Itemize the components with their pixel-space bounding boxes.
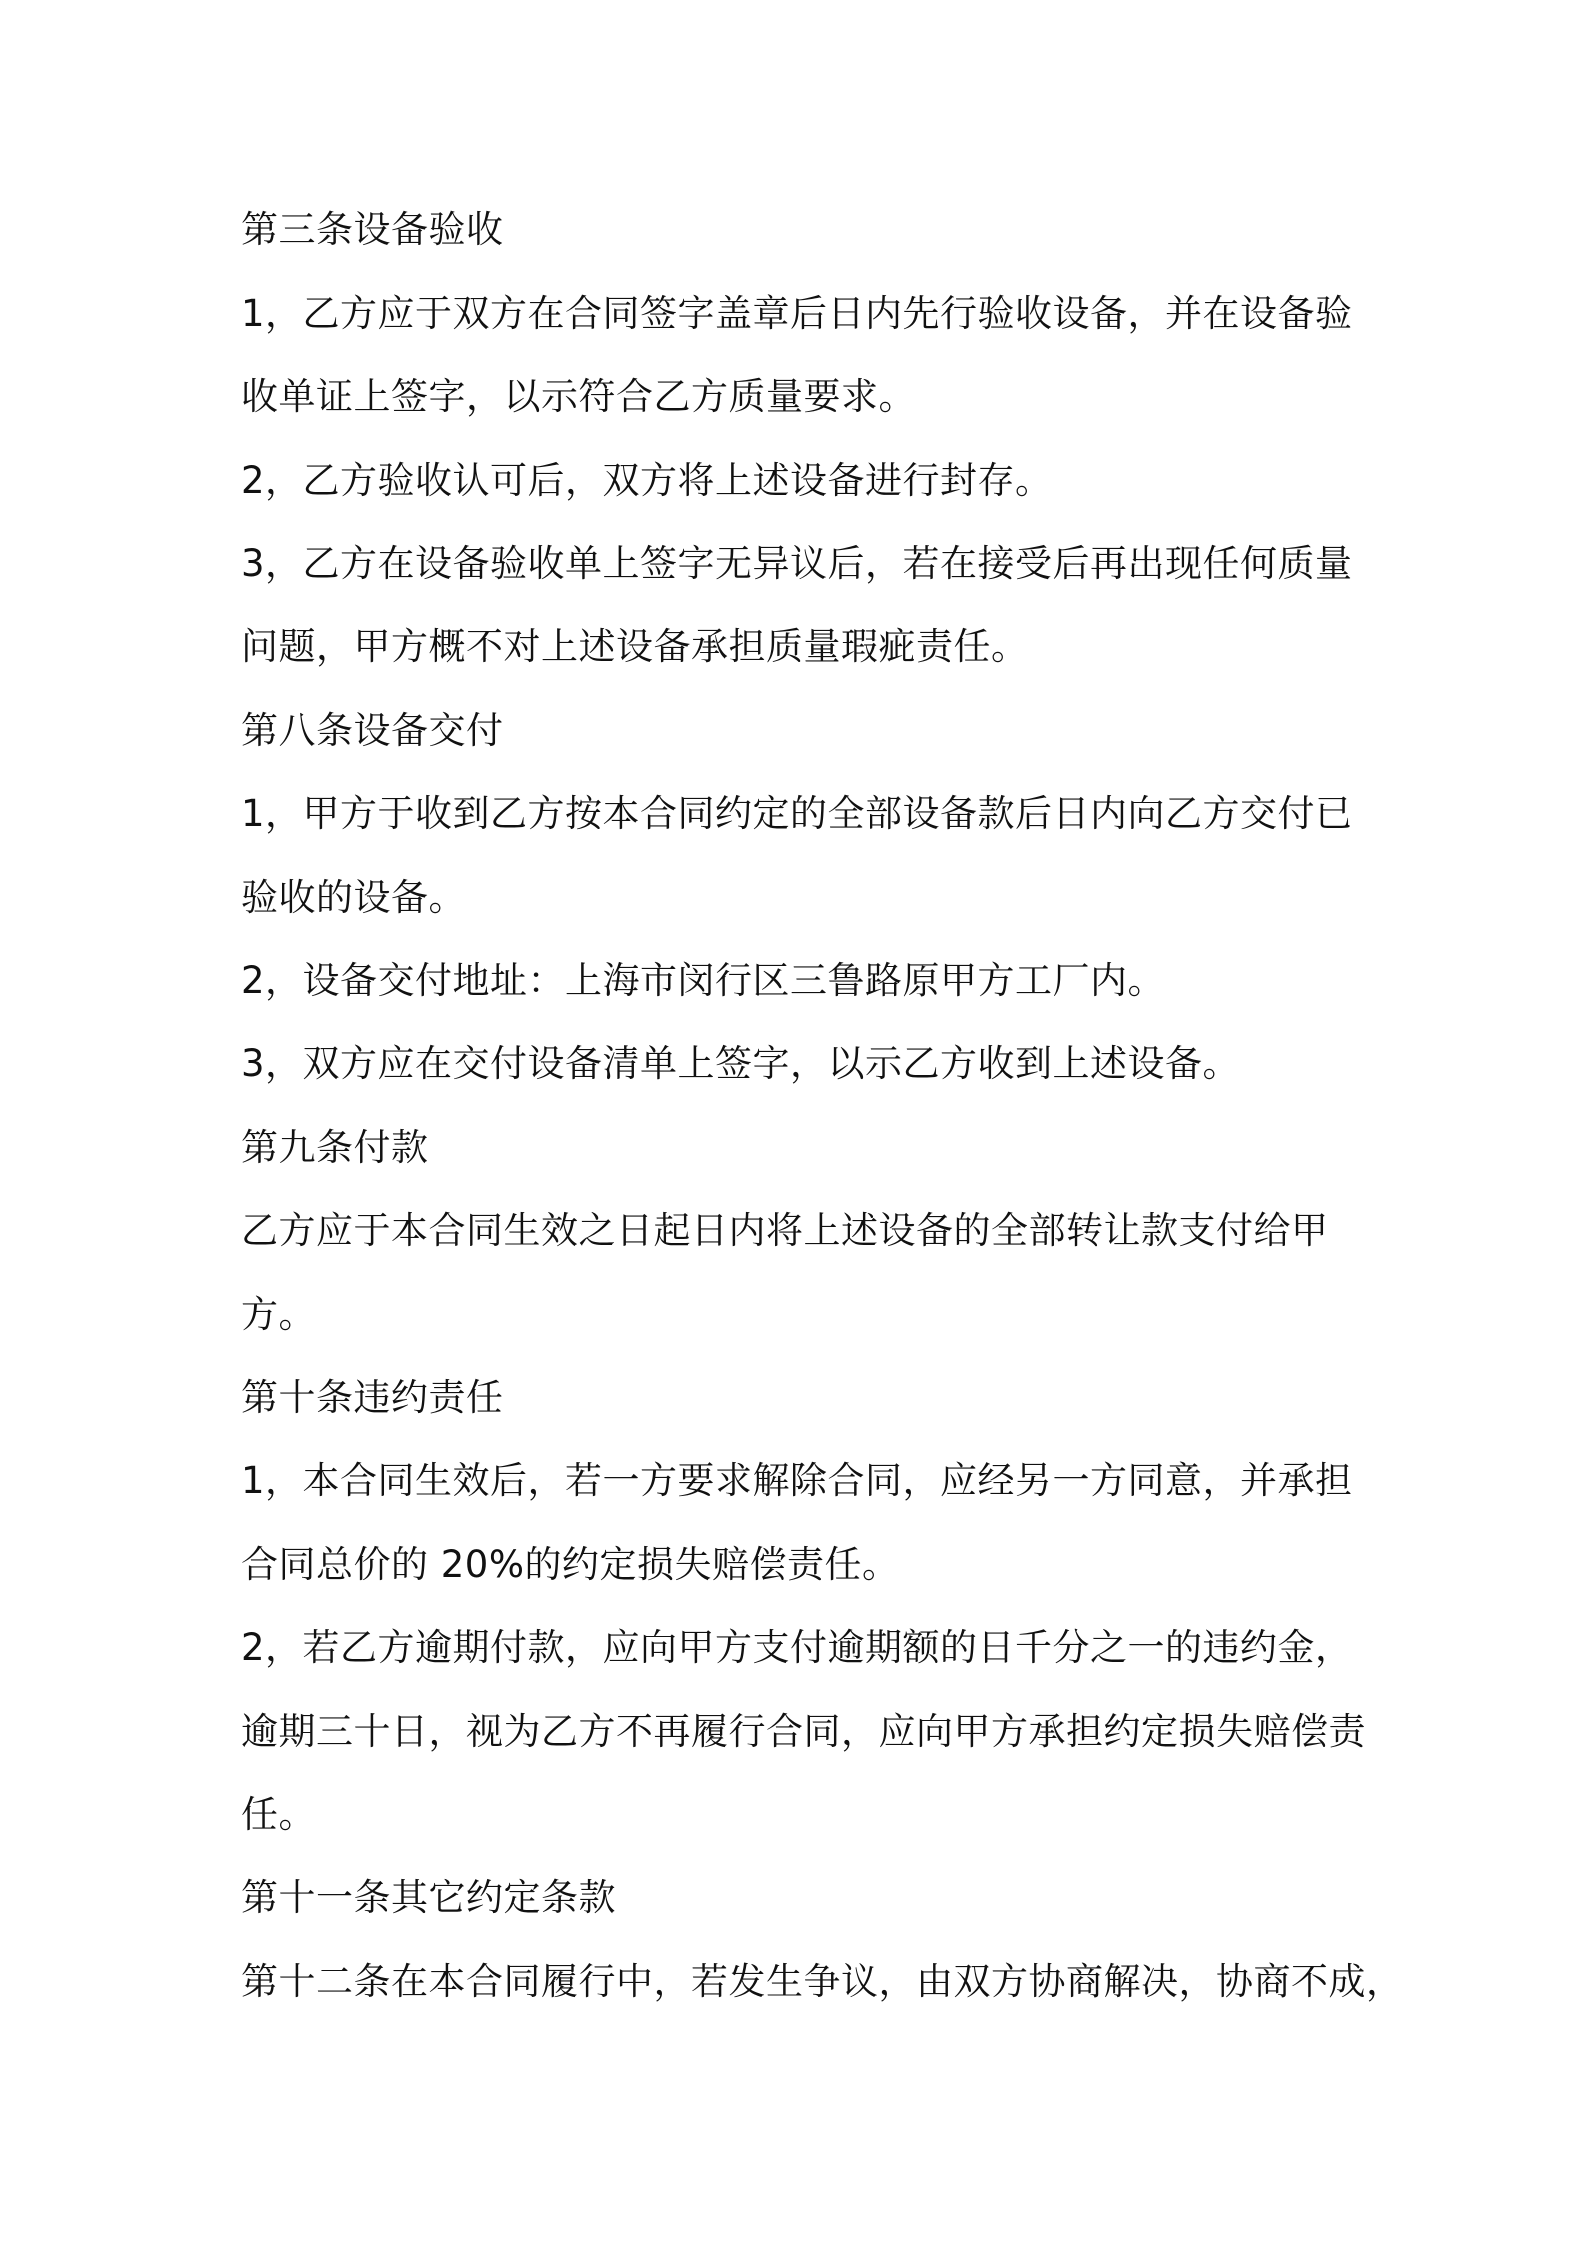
section-heading-article-3: 第三条设备验收 bbox=[241, 208, 504, 251]
paragraph-line: 1，乙方应于双方在合同签字盖章后日内先行验收设备，并在设备验 bbox=[241, 292, 1353, 335]
paragraph-line: 1，甲方于收到乙方按本合同约定的全部设备款后日内向乙方交付已 bbox=[241, 792, 1353, 835]
paragraph-line: 验收的设备。 bbox=[241, 876, 466, 919]
paragraph-line: 2，乙方验收认可后，双方将上述设备进行封存。 bbox=[241, 459, 1053, 502]
paragraph-line: 3，乙方在设备验收单上签字无异议后，若在接受后再出现任何质量 bbox=[241, 542, 1353, 585]
paragraph-line: 合同总价的 20%的约定损失赔偿责任。 bbox=[241, 1543, 900, 1586]
paragraph-line: 收单证上签字，以示符合乙方质量要求。 bbox=[241, 375, 916, 418]
paragraph-line: 问题，甲方概不对上述设备承担质量瑕疵责任。 bbox=[241, 625, 1029, 668]
paragraph-line: 2，若乙方逾期付款，应向甲方支付逾期额的日千分之一的违约金， bbox=[241, 1626, 1353, 1669]
paragraph-line: 1，本合同生效后，若一方要求解除合同，应经另一方同意，并承担 bbox=[241, 1459, 1353, 1502]
section-heading-article-11: 第十一条其它约定条款 bbox=[241, 1876, 616, 1919]
paragraph-line: 第十二条在本合同履行中，若发生争议，由双方协商解决，协商不成， bbox=[241, 1960, 1404, 2003]
paragraph-line: 3，双方应在交付设备清单上签字，以示乙方收到上述设备。 bbox=[241, 1042, 1241, 1085]
section-heading-article-10: 第十条违约责任 bbox=[241, 1376, 504, 1419]
paragraph-line: 乙方应于本合同生效之日起日内将上述设备的全部转让款支付给甲 bbox=[241, 1209, 1329, 1252]
paragraph-line: 方。 bbox=[241, 1293, 316, 1336]
section-heading-article-8: 第八条设备交付 bbox=[241, 709, 504, 752]
section-heading-article-9: 第九条付款 bbox=[241, 1126, 429, 1169]
paragraph-line: 任。 bbox=[241, 1793, 316, 1836]
paragraph-line: 逾期三十日，视为乙方不再履行合同，应向甲方承担约定损失赔偿责 bbox=[241, 1710, 1366, 1753]
paragraph-line: 2，设备交付地址：上海市闵行区三鲁路原甲方工厂内。 bbox=[241, 959, 1166, 1002]
